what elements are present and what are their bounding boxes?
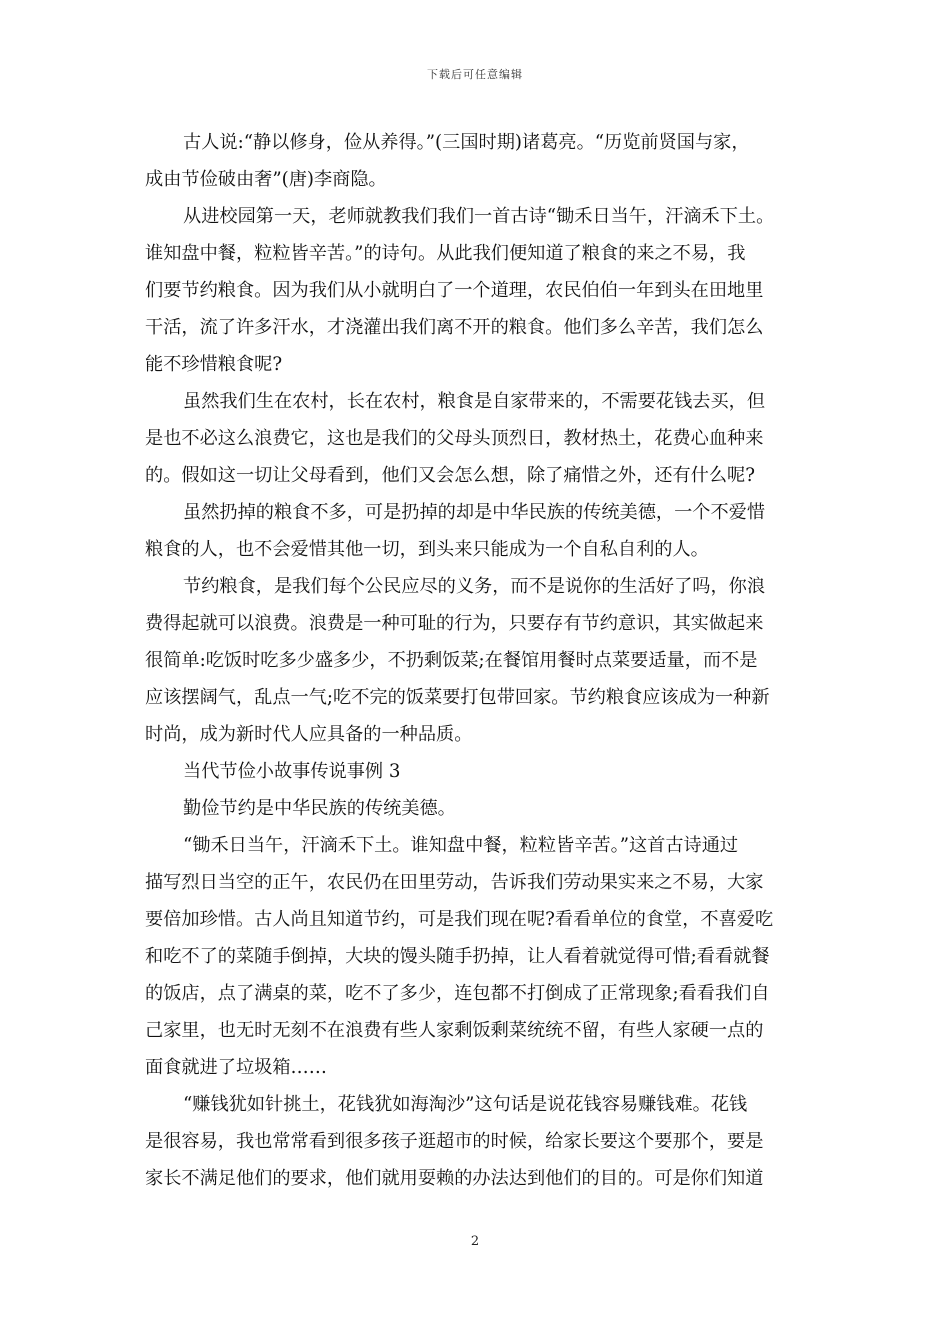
text-line: “锄禾日当午，汗滴禾下土。谁知盘中餐，粒粒皆辛苦。”这首古诗通过 bbox=[183, 835, 739, 856]
text-line: 能不珍惜粮食呢? bbox=[145, 354, 283, 375]
text-line: 古人说:“静以修身，俭从养得。”(三国时期)诸葛亮。“历览前贤国与家， bbox=[183, 132, 750, 153]
text-line: 当代节俭小故事传说事例 3 bbox=[183, 761, 401, 782]
text-line: 己家里，也无时无刻不在浪费有些人家剩饭剩菜统统不留，有些人家硬一点的 bbox=[145, 1020, 764, 1041]
text-line: 时尚，成为新时代人应具备的一种品质。 bbox=[145, 724, 473, 745]
text-line: 是很容易，我也常常看到很多孩子逛超市的时候，给家长要这个要那个，要是 bbox=[145, 1131, 764, 1152]
page-number: 2 bbox=[470, 1234, 480, 1249]
page-header: 下载后可任意编辑 bbox=[427, 68, 523, 81]
text-line: 们要节约粮食。因为我们从小就明白了一个道理，农民伯伯一年到头在田地里 bbox=[145, 280, 764, 301]
text-line: 虽然扔掉的粮食不多，可是扔掉的却是中华民族的传统美德，一个不爱惜 bbox=[183, 502, 766, 523]
text-line: 很简单:吃饭时吃多少盛多少，不扔剩饭菜;在餐馆用餐时点菜要适量，而不是 bbox=[145, 650, 758, 671]
text-line: 描写烈日当空的正午，农民仍在田里劳动，告诉我们劳动果实来之不易，大家 bbox=[145, 872, 764, 893]
text-line: 粮食的人，也不会爱惜其他一切，到头来只能成为一个自私自利的人。 bbox=[145, 539, 709, 560]
text-line: 和吃不了的菜随手倒掉，大块的馒头随手扔掉，让人看着就觉得可惜;看看就餐 bbox=[145, 946, 770, 967]
text-line: 面食就进了垃圾箱…… bbox=[145, 1057, 327, 1078]
text-line: 勤俭节约是中华民族的传统美德。 bbox=[183, 798, 456, 819]
text-line: “赚钱犹如针挑土，花钱犹如海淘沙”这句话是说花钱容易赚钱难。花钱 bbox=[183, 1094, 748, 1115]
text-line: 要倍加珍惜。古人尚且知道节约，可是我们现在呢?看看单位的食堂，不喜爱吃 bbox=[145, 909, 774, 930]
text-line: 的饭店，点了满桌的菜，吃不了多少，连包都不打倒成了正常现象;看看我们自 bbox=[145, 983, 770, 1004]
text-line: 节约粮食，是我们每个公民应尽的义务，而不是说你的生活好了吗，你浪 bbox=[183, 576, 766, 597]
text-line: 谁知盘中餐，粒粒皆辛苦。”的诗句。从此我们便知道了粮食的来之不易，我 bbox=[145, 243, 746, 264]
text-line: 成由节俭破由奢”(唐)李商隐。 bbox=[145, 169, 387, 190]
text-line: 干活，流了许多汗水，才浇灌出我们离不开的粮食。他们多么辛苦，我们怎么 bbox=[145, 317, 764, 338]
document-body bbox=[145, 124, 808, 1197]
text-line: 家长不满足他们的要求，他们就用耍赖的办法达到他们的目的。可是你们知道 bbox=[145, 1168, 764, 1189]
text-line: 虽然我们生在农村，长在农村，粮食是自家带来的，不需要花钱去买，但 bbox=[183, 391, 766, 412]
text-line: 从进校园第一天，老师就教我们我们一首古诗“锄禾日当午，汗滴禾下土。 bbox=[183, 206, 775, 227]
text-line: 的。假如这一切让父母看到，他们又会怎么想，除了痛惜之外，还有什么呢? bbox=[145, 465, 755, 486]
text-line: 是也不必这么浪费它，这也是我们的父母头顶烈日，教材热土，花费心血种来 bbox=[145, 428, 764, 449]
text-line: 应该摆阔气，乱点一气;吃不完的饭菜要打包带回家。节约粮食应该成为一种新 bbox=[145, 687, 770, 708]
text-line: 费得起就可以浪费。浪费是一种可耻的行为，只要存有节约意识，其实做起来 bbox=[145, 613, 764, 634]
